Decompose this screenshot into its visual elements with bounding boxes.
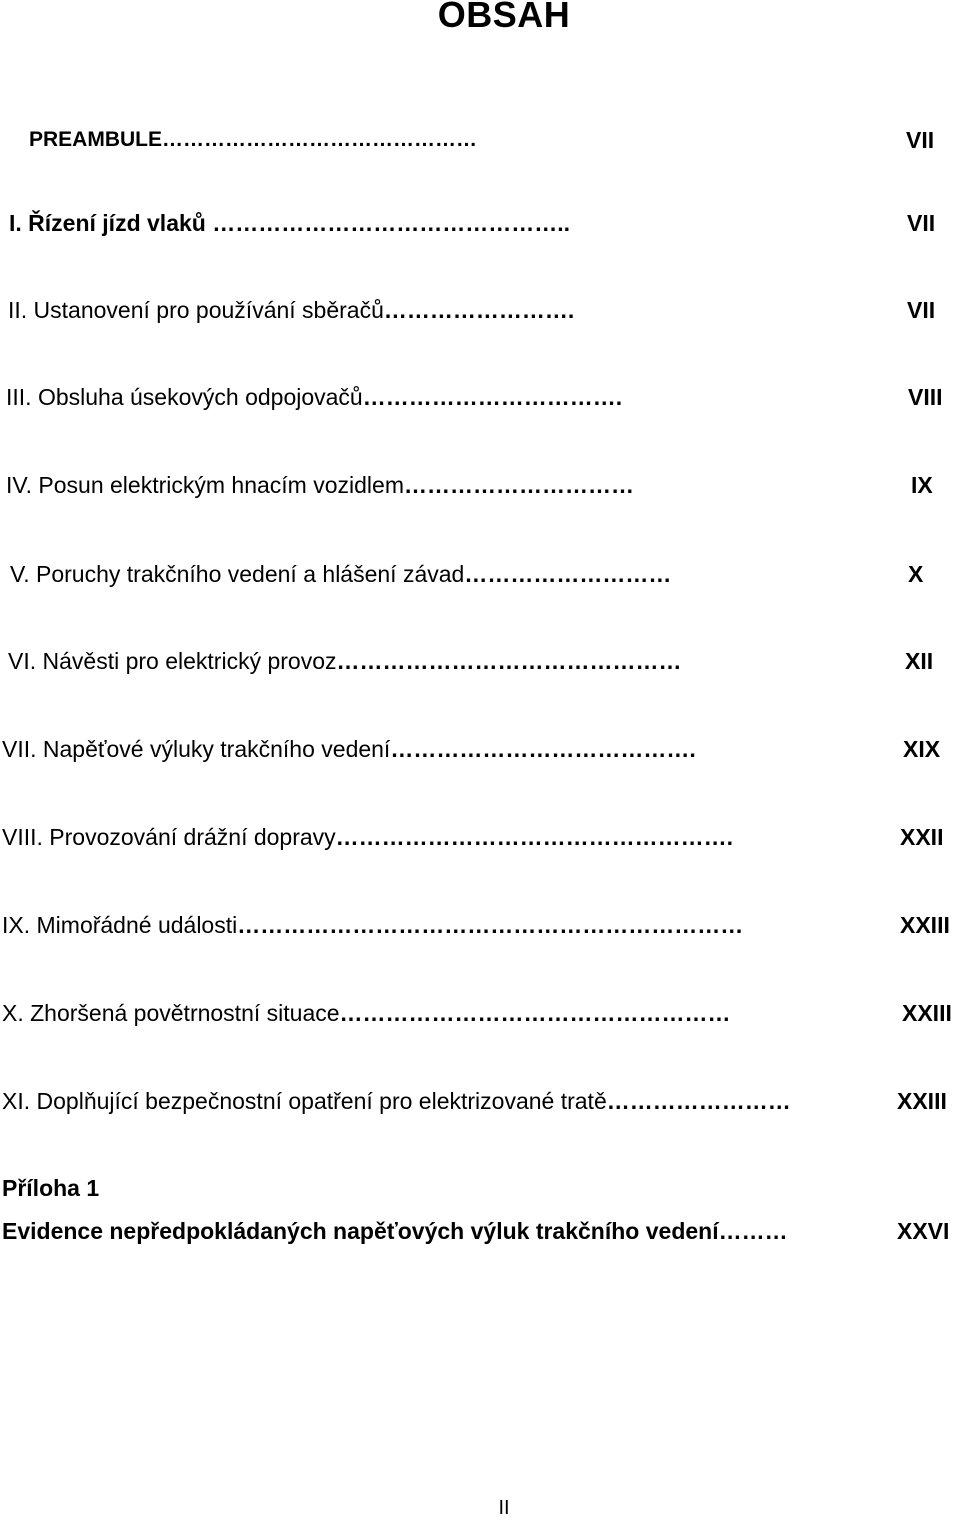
toc-entry-ix	[0, 908, 960, 942]
page-number: II	[498, 1497, 510, 1519]
toc-entry-page: VII	[907, 210, 936, 236]
toc-entry-label: X. Zhoršená povětrnostní situace	[2, 1000, 340, 1026]
toc-entry-page: X	[908, 561, 924, 587]
toc-entry-page: VII	[907, 297, 936, 323]
toc-entry-x	[0, 996, 960, 1030]
toc-entry-leader: …………………….	[383, 297, 575, 323]
toc-entry-iii	[0, 380, 960, 414]
toc-entry-leader: ………………………………………	[336, 648, 682, 674]
toc-entry-leader: ……………………	[606, 1088, 791, 1114]
toc-entry-page: VII	[906, 127, 935, 153]
toc-entry-leader: ………	[718, 1218, 788, 1244]
toc-entry-label: VIII. Provozování drážní dopravy	[2, 824, 336, 850]
toc-entry-leader: ……………………………………………	[339, 1000, 731, 1026]
toc-entry-iv	[0, 468, 960, 502]
toc-entry-label: III. Obsluha úsekových odpojovačů	[6, 384, 363, 410]
toc-entry-v	[0, 557, 960, 591]
toc-entry-leader: …………………………………………….	[335, 824, 734, 850]
toc-entry-label: IV. Posun elektrickým hnacím vozidlem	[6, 472, 404, 498]
toc-entry-page: IX	[911, 472, 933, 498]
toc-entry-leader: ………………………………………..	[205, 210, 570, 236]
toc-title: OBSAH	[437, 0, 571, 35]
toc-entry-label: IX. Mimořádné události	[2, 912, 238, 938]
toc-entry-leader: ………………………	[464, 561, 672, 587]
toc-entry-ii	[0, 293, 960, 327]
toc-entry-page: XXII	[900, 824, 944, 850]
toc-entry-page: XXIII	[897, 1088, 947, 1114]
toc-entry-appendix	[0, 1214, 960, 1248]
toc-entry-i	[0, 206, 960, 240]
toc-entry-page: XXVI	[897, 1218, 950, 1244]
toc-entry-label: PREAMBULE	[29, 128, 163, 151]
toc-entry-label: I. Řízení jízd vlaků	[9, 210, 206, 236]
toc-entry-page: XIX	[903, 736, 941, 762]
toc-entry-xi	[0, 1084, 960, 1118]
toc-entry-leader: ………………………………………	[162, 128, 478, 151]
toc-entry-page: XXIII	[902, 1000, 952, 1026]
toc-entry-leader: …………………………….	[362, 384, 623, 410]
toc-entry-label: XI. Doplňující bezpečnostní opatření pro elektrizované tratě	[2, 1088, 607, 1114]
appendix-heading: Příloha 1	[2, 1175, 100, 1201]
toc-entry-label: VI. Návěsti pro elektrický provoz	[8, 648, 337, 674]
toc-entry-page: XII	[905, 648, 934, 674]
toc-entry-preambule	[0, 123, 960, 157]
toc-entry-page: XXIII	[900, 912, 950, 938]
toc-entry-leader: …………………………	[403, 472, 634, 498]
toc-entry-label: II. Ustanovení pro používání sběračů	[8, 297, 384, 323]
toc-entry-viii	[0, 820, 960, 854]
toc-entry-vii	[0, 732, 960, 766]
toc-entry-label: VII. Napěťové výluky trakčního vedení	[2, 736, 391, 762]
toc-entry-label: V. Poruchy trakčního vedení a hlášení závad	[10, 561, 465, 587]
toc-entry-leader: ………………………………….	[390, 736, 696, 762]
toc-entry-label: Evidence nepředpokládaných napěťových výluk trakčního vedení	[2, 1218, 719, 1244]
toc-entry-leader: …………………………………………………………	[237, 912, 744, 938]
toc-entry-page: VIII	[908, 384, 943, 410]
toc-entry-vi	[0, 644, 960, 678]
